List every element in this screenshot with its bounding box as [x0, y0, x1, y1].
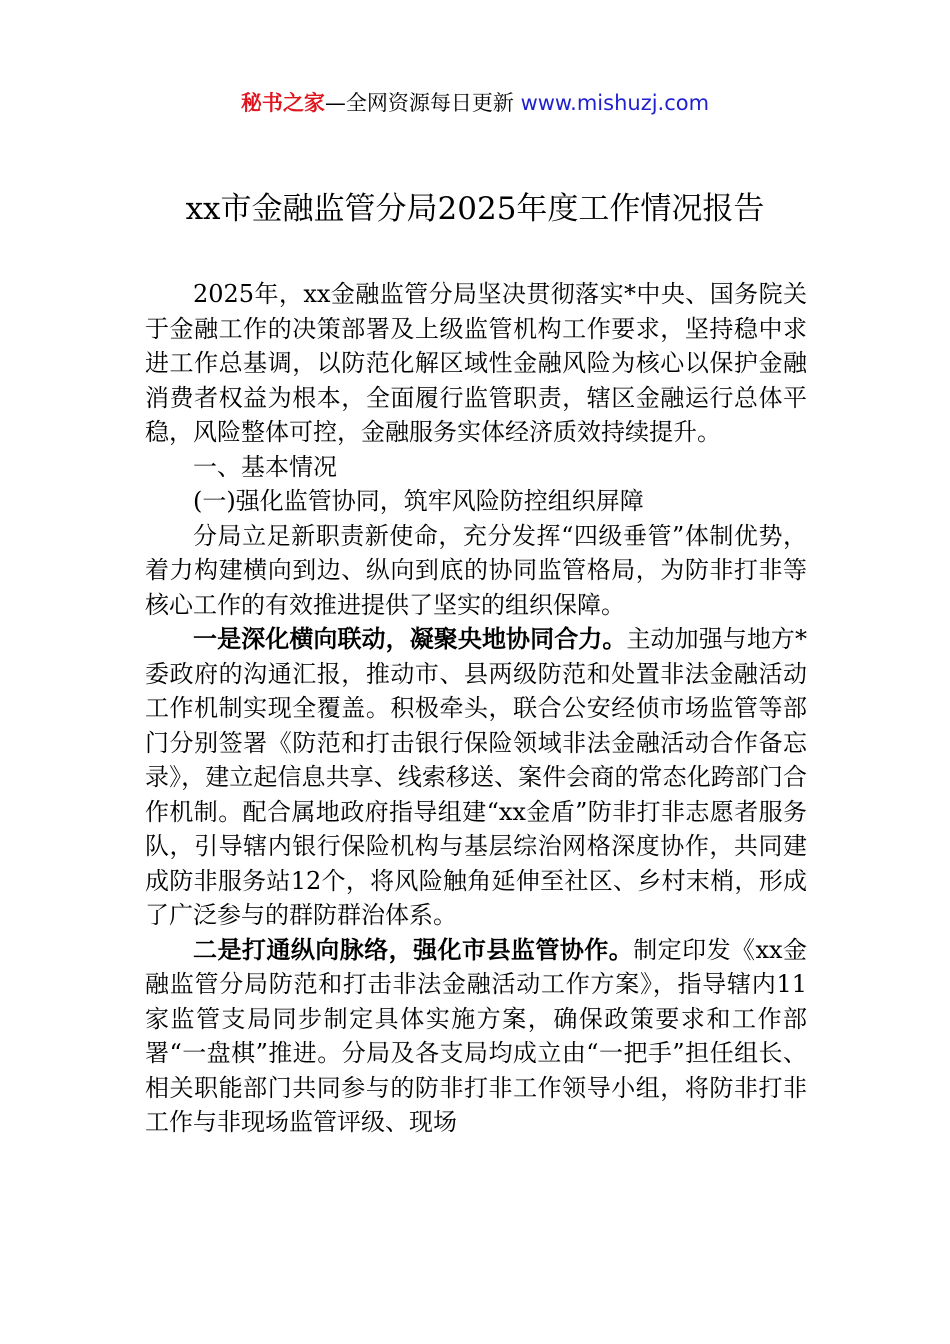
document-title: xx市金融监管分局2025年度工作情况报告: [185, 191, 765, 227]
subsection-heading: (一)强化监管协同，筑牢风险防控组织屏障: [193, 487, 644, 515]
section-heading: 一、基本情况: [193, 452, 337, 481]
site-banner: [0, 88, 950, 118]
site-brand: 秘书之家: [240, 91, 325, 115]
paragraph-body: 制定印发《xx金融监管分局防范和打击非法金融活动工作方案》，指导辖内11家监管支局同步制定具体实施方案，确保政策要求和工作部署“一盘棋”推进。分局及各支局均成立由“一把手”担任组长、相关职能部门共同参与的防非打非工作领导小组，将防非打非工作与非现场监管评级、现场: [145, 935, 808, 1136]
paragraph-overview: 分局立足新职责新使命，充分发挥“四级垂管”体制优势，着力构建横向到边、纵向到底的协同监管格局，为防非打非等核心工作的有效推进提供了坚实的组织保障。: [145, 521, 807, 619]
document-body: [145, 277, 807, 1140]
paragraph-lead: 一是深化横向联动，凝聚央地协同合力。: [193, 624, 627, 653]
site-tagline: —全网资源每日更新: [324, 91, 514, 115]
paragraph-vertical-coordination: [145, 933, 807, 1140]
paragraph-body: 主动加强与地方*委政府的沟通汇报，推动市、县两级防范和处置非法金融活动工作机制实现全覆盖。积极牵头，联合公安经侦市场监管等部门分别签署《防范和打击银行保险领域非法金融活动合作备忘录》，建立起信息共享、线索移送、案件会商的常态化跨部门合作机制。配合属地政府指导组建“xx金盾”防非打非志愿者服务队，引导辖内银行保险机构与基层综治网格深度协作，共同建成防非服务站12个，将风险触角延伸至社区、乡村末梢，形成了广泛参与的群防群治体系。: [145, 625, 808, 929]
paragraph-horizontal-coordination: [145, 622, 807, 933]
intro-paragraph: 2025年，xx金融监管分局坚决贯彻落实*中央、国务院关于金融工作的决策部署及上级监管机构工作要求，坚持稳中求进工作总基调，以防范化解区域性金融风险为核心以保护金融消费者权益为根本，全面履行监管职责，辖区金融运行总体平稳，风险整体可控，金融服务实体经济质效持续提升。: [145, 280, 807, 446]
site-url-link[interactable]: www.mishuzj.com: [520, 91, 710, 115]
paragraph-lead: 二是打通纵向脉络，强化市县监管协作。: [193, 934, 634, 964]
